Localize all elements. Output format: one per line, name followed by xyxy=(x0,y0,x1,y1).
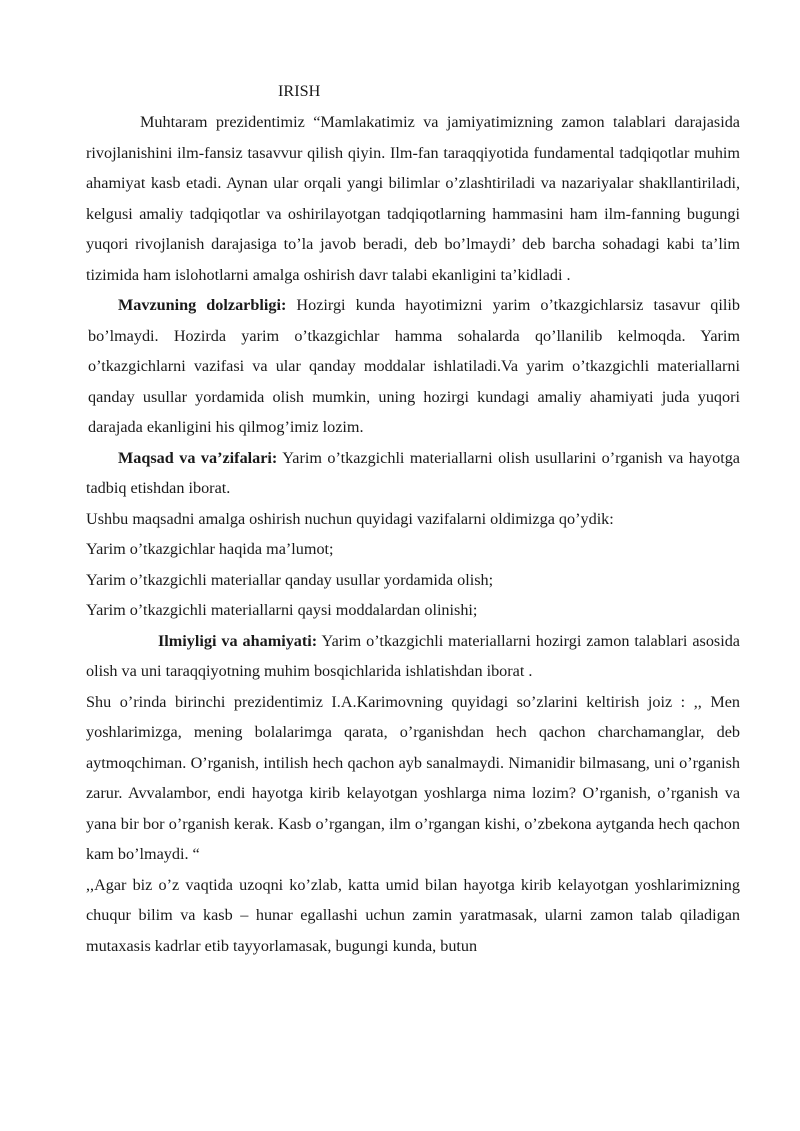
relevance-text: Hozirgi kunda hayotimizni yarim o’tkazgichlarsiz tasavur qilib bo’lmaydi. Hozirda yarim o’tkazgichlar hamma sohalarda qo’llanilib kelmoqda. Yarim o’tkazgichlarni vazifasi va ular qanday moddalar ishlatiladi.Va yarim o’tkazgichli materiallarni qanday usullar yordamida olish mumkin, uning hozirgi kundagi amaliy ahamiyati juda yuqori darajada ekanligini his qilmog’imiz lozim. xyxy=(88,296,740,436)
tasks-intro: Ushbu maqsadni amalga oshirish nuchun quyidagi vazifalarni oldimizga qo’ydik: xyxy=(86,509,614,528)
significance-paragraph xyxy=(86,626,740,687)
goals-paragraph xyxy=(86,443,740,504)
goals-heading: Maqsad va va’zifalari: xyxy=(118,448,278,467)
intro-paragraph: Muhtaram prezidentimiz “Mamlakatimiz va jamiyatimizning zamon talablari darajasida rivojlanishini ilm-fansiz tasavvur qilish qiyin. Ilm-fan taraqqiyotida fundamental tadqiqotlar muhim ahamiyat kasb etadi. Aynan ular orqali yangi bilimlar o’zlashtiriladi va nazariyalar shakllantiriladi, kelgusi amaliy tadqiqotlar va oshirilayotgan tadqiqotlarning hammasini ham ilm-fanning bugungi yuqori rivojlanish darajasiga to’la javob beradi, deb bo’lmaydi’ deb barcha sohadagi kabi ta’lim tizimida ham islohotlarni amalga oshirish davr talabi ekanligini ta’kidladi . xyxy=(86,113,740,284)
quote-paragraph: Shu o’rinda birinchi prezidentimiz I.A.Karimovning quyidagi so’zlarini keltirish joiz : ,, Men yoshlarimizga, mening bolalarimga qarata, o’rganishdan hech qachon charchamanglar, deb aytmoqchiman. O’rganish, intilish hech qachon ayb sanalmaydi. Nimanidir bilmasang, uni o’rganish zarur. Avvalambor, endi hayotga kirib kelayotgan yoshlarga nima lozim? O’rganish, o’rganish va yana bir bor o’rganish kerak. Kasb o’rgangan, ilm o’rgangan kishi, o’zbekona aytganda hech qachon kam bo’lmaydi. “ xyxy=(86,692,740,863)
page-title: IRISH xyxy=(278,82,321,100)
list-item: Yarim o’tkazgichlar haqida ma’lumot; xyxy=(86,540,334,558)
significance-text: Yarim o’tkazgichli materiallarni hozirgi zamon talablari asosida olish va uni taraqqiyotning muhim bosqichlarida ishlatishdan iborat . xyxy=(86,631,740,680)
significance-heading: Ilmiyligi va ahamiyati: xyxy=(158,631,318,650)
quote-paragraph-2: ,,Agar biz o’z vaqtida uzoqni ko’zlab, katta umid bilan hayotga kirib kelayotgan yoshlarimizning chuqur bilim va kasb – hunar egallashi uchun zamin yaratmasak, ularni zamon talab qiladigan mutaxasis kadrlar etib tayyorlamasak, bugungi kunda, butun xyxy=(86,875,740,955)
goals-text: Yarim o’tkazgichli materiallarni olish usullarini o’rganish va hayotga tadbiq etishdan iborat. xyxy=(86,448,740,497)
relevance-paragraph xyxy=(88,290,740,443)
relevance-heading: Mavzuning dolzarbligi: xyxy=(118,296,287,314)
list-item: Yarim o’tkazgichli materiallarni qaysi moddalardan olinishi; xyxy=(86,601,478,619)
list-item: Yarim o’tkazgichli materiallar qanday usullar yordamida olish; xyxy=(86,570,494,589)
